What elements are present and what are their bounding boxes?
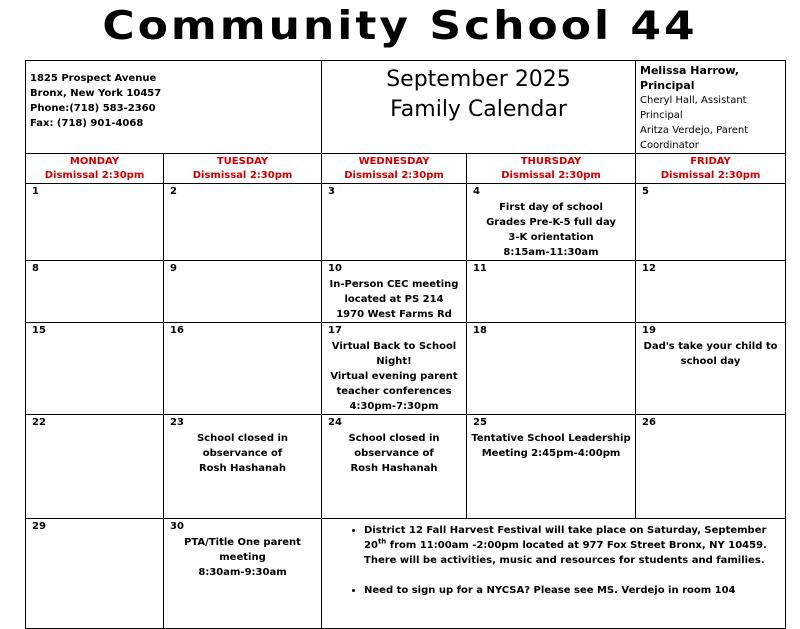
event-line: Night! xyxy=(376,356,412,367)
day-cell xyxy=(322,184,467,261)
day-cell xyxy=(26,261,164,323)
week-row-2 xyxy=(26,261,786,323)
date-number: 17 xyxy=(328,325,342,336)
event-school-closed xyxy=(322,431,466,476)
date-number: 30 xyxy=(170,521,184,532)
date-number: 19 xyxy=(642,325,656,336)
week-row-1 xyxy=(26,184,786,261)
event-line: PTA/Title One parent xyxy=(184,537,301,548)
announcement-text: Need to sign up for a NYCSA? Please see MS. Verdejo in room 104 xyxy=(364,585,736,596)
day-cell xyxy=(164,261,322,323)
event-first-day xyxy=(467,200,635,260)
day-header-friday xyxy=(636,154,786,184)
date-number: 10 xyxy=(328,263,342,274)
day-cell xyxy=(636,261,786,323)
date-number: 12 xyxy=(642,263,656,274)
school-name-banner: Community School 44 xyxy=(102,2,698,49)
weekday-header-row xyxy=(26,154,786,184)
date-number: 26 xyxy=(642,417,656,428)
event-pta-meeting xyxy=(164,535,321,580)
date-number: 2 xyxy=(170,186,177,197)
day-cell xyxy=(467,261,636,323)
day-dismissal: Dismissal 2:30pm xyxy=(501,170,601,181)
date-number: 5 xyxy=(642,186,649,197)
event-line: Rosh Hashanah xyxy=(198,463,287,474)
announcement-text: District 12 Fall Harvest Festival will take place on Saturday, September 20 xyxy=(364,525,767,551)
day-dismissal: Dismissal 2:30pm xyxy=(192,170,293,181)
day-cell xyxy=(636,184,786,261)
event-line: 8:15am-11:30am xyxy=(503,247,599,258)
week-row-3 xyxy=(26,323,786,415)
day-cell xyxy=(164,519,322,629)
address-city: Bronx, New York 10457 xyxy=(30,88,162,99)
event-line: Dad's take your child to xyxy=(643,341,778,352)
event-school-closed xyxy=(164,431,321,476)
day-name: FRIDAY xyxy=(690,156,731,167)
announcement-text: from 11:00am -2:00pm located at 977 Fox Street Bronx, NY 10459. There will be activities, music and resources for students and families. xyxy=(364,540,767,566)
day-cell xyxy=(26,415,164,519)
address-phone: Phone:(718) 583-2360 xyxy=(30,103,156,114)
date-number: 8 xyxy=(32,263,39,274)
address-street: 1825 Prospect Avenue xyxy=(30,73,157,84)
parent-coordinator-name: Aritza Verdejo, Parent Coordinator xyxy=(640,125,749,151)
day-cell xyxy=(467,184,636,261)
event-line: Meeting 2:45pm-4:00pm xyxy=(481,448,621,459)
event-line: meeting xyxy=(219,552,266,563)
day-cell xyxy=(26,323,164,415)
date-number: 25 xyxy=(473,417,487,428)
date-number: 29 xyxy=(32,521,46,532)
calendar-subtitle: Family Calendar xyxy=(390,97,567,122)
week-row-5 xyxy=(26,519,786,629)
event-line: school day xyxy=(680,356,741,367)
event-line: Tentative School Leadership xyxy=(471,433,631,444)
announcement-nycsa xyxy=(364,583,777,598)
date-number: 23 xyxy=(170,417,184,428)
date-number: 16 xyxy=(170,325,184,336)
date-number: 24 xyxy=(328,417,342,428)
event-line: Virtual Back to School xyxy=(331,341,457,352)
event-dads-day xyxy=(636,339,785,369)
date-number: 1 xyxy=(32,186,39,197)
day-cell xyxy=(636,323,786,415)
event-line: School closed in xyxy=(348,433,440,444)
date-number: 4 xyxy=(473,186,480,197)
day-name: WEDNESDAY xyxy=(358,156,430,167)
event-line: 8:30am-9:30am xyxy=(198,567,287,578)
date-number: 9 xyxy=(170,263,177,274)
address-fax: Fax: (718) 901-4068 xyxy=(30,118,144,129)
event-leadership-meeting xyxy=(467,431,635,461)
day-header-wednesday xyxy=(322,154,467,184)
day-cell xyxy=(322,323,467,415)
calendar-table xyxy=(25,60,786,629)
event-line: observance of xyxy=(202,448,283,459)
day-name: TUESDAY xyxy=(216,156,269,167)
header-row xyxy=(26,61,786,154)
school-address xyxy=(26,61,322,154)
event-line: 3-K orientation xyxy=(508,232,594,243)
day-cell xyxy=(164,184,322,261)
date-number: 18 xyxy=(473,325,487,336)
event-line: 4:30pm-7:30pm xyxy=(349,401,439,412)
event-back-to-school xyxy=(322,339,466,414)
event-line: 1970 West Farms Rd xyxy=(336,309,452,320)
day-cell xyxy=(26,519,164,629)
date-number: 11 xyxy=(473,263,487,274)
day-dismissal: Dismissal 2:30pm xyxy=(660,170,761,181)
event-line: Rosh Hashanah xyxy=(350,463,438,474)
date-number: 15 xyxy=(32,325,46,336)
event-cec-meeting xyxy=(322,277,466,322)
day-header-tuesday xyxy=(164,154,322,184)
day-name: THURSDAY xyxy=(520,156,582,167)
day-cell xyxy=(467,415,636,519)
ordinal-suffix: th xyxy=(377,537,387,546)
day-name: MONDAY xyxy=(69,156,120,167)
day-header-monday xyxy=(26,154,164,184)
day-dismissal: Dismissal 2:30pm xyxy=(44,170,145,181)
day-cell xyxy=(164,415,322,519)
day-cell xyxy=(467,323,636,415)
day-cell xyxy=(322,415,467,519)
event-line: School closed in xyxy=(196,433,289,444)
week-row-4 xyxy=(26,415,786,519)
date-number: 3 xyxy=(328,186,335,197)
event-line: located at PS 214 xyxy=(344,294,444,305)
event-line: teacher conferences xyxy=(336,386,452,397)
event-line: observance of xyxy=(354,448,434,459)
event-line: In-Person CEC meeting xyxy=(329,279,459,290)
staff-list xyxy=(636,61,786,154)
day-cell xyxy=(164,323,322,415)
announcement-harvest-festival xyxy=(364,523,777,568)
day-header-thursday xyxy=(467,154,636,184)
principal-name: Melissa Harrow, Principal xyxy=(640,64,739,92)
event-line: Virtual evening parent xyxy=(330,371,458,382)
announcement-list xyxy=(340,523,777,598)
event-line: Grades Pre-K-5 full day xyxy=(486,217,616,228)
date-number: 22 xyxy=(32,417,46,428)
event-line: First day of school xyxy=(499,202,603,213)
calendar-title: September 2025 xyxy=(386,67,571,92)
calendar-heading xyxy=(322,61,636,154)
assistant-principal-name: Cheryl Hall, Assistant Principal xyxy=(640,95,747,121)
day-cell xyxy=(26,184,164,261)
day-dismissal: Dismissal 2:30pm xyxy=(344,170,444,181)
day-cell xyxy=(322,261,467,323)
day-cell xyxy=(636,415,786,519)
announcements xyxy=(322,519,786,629)
